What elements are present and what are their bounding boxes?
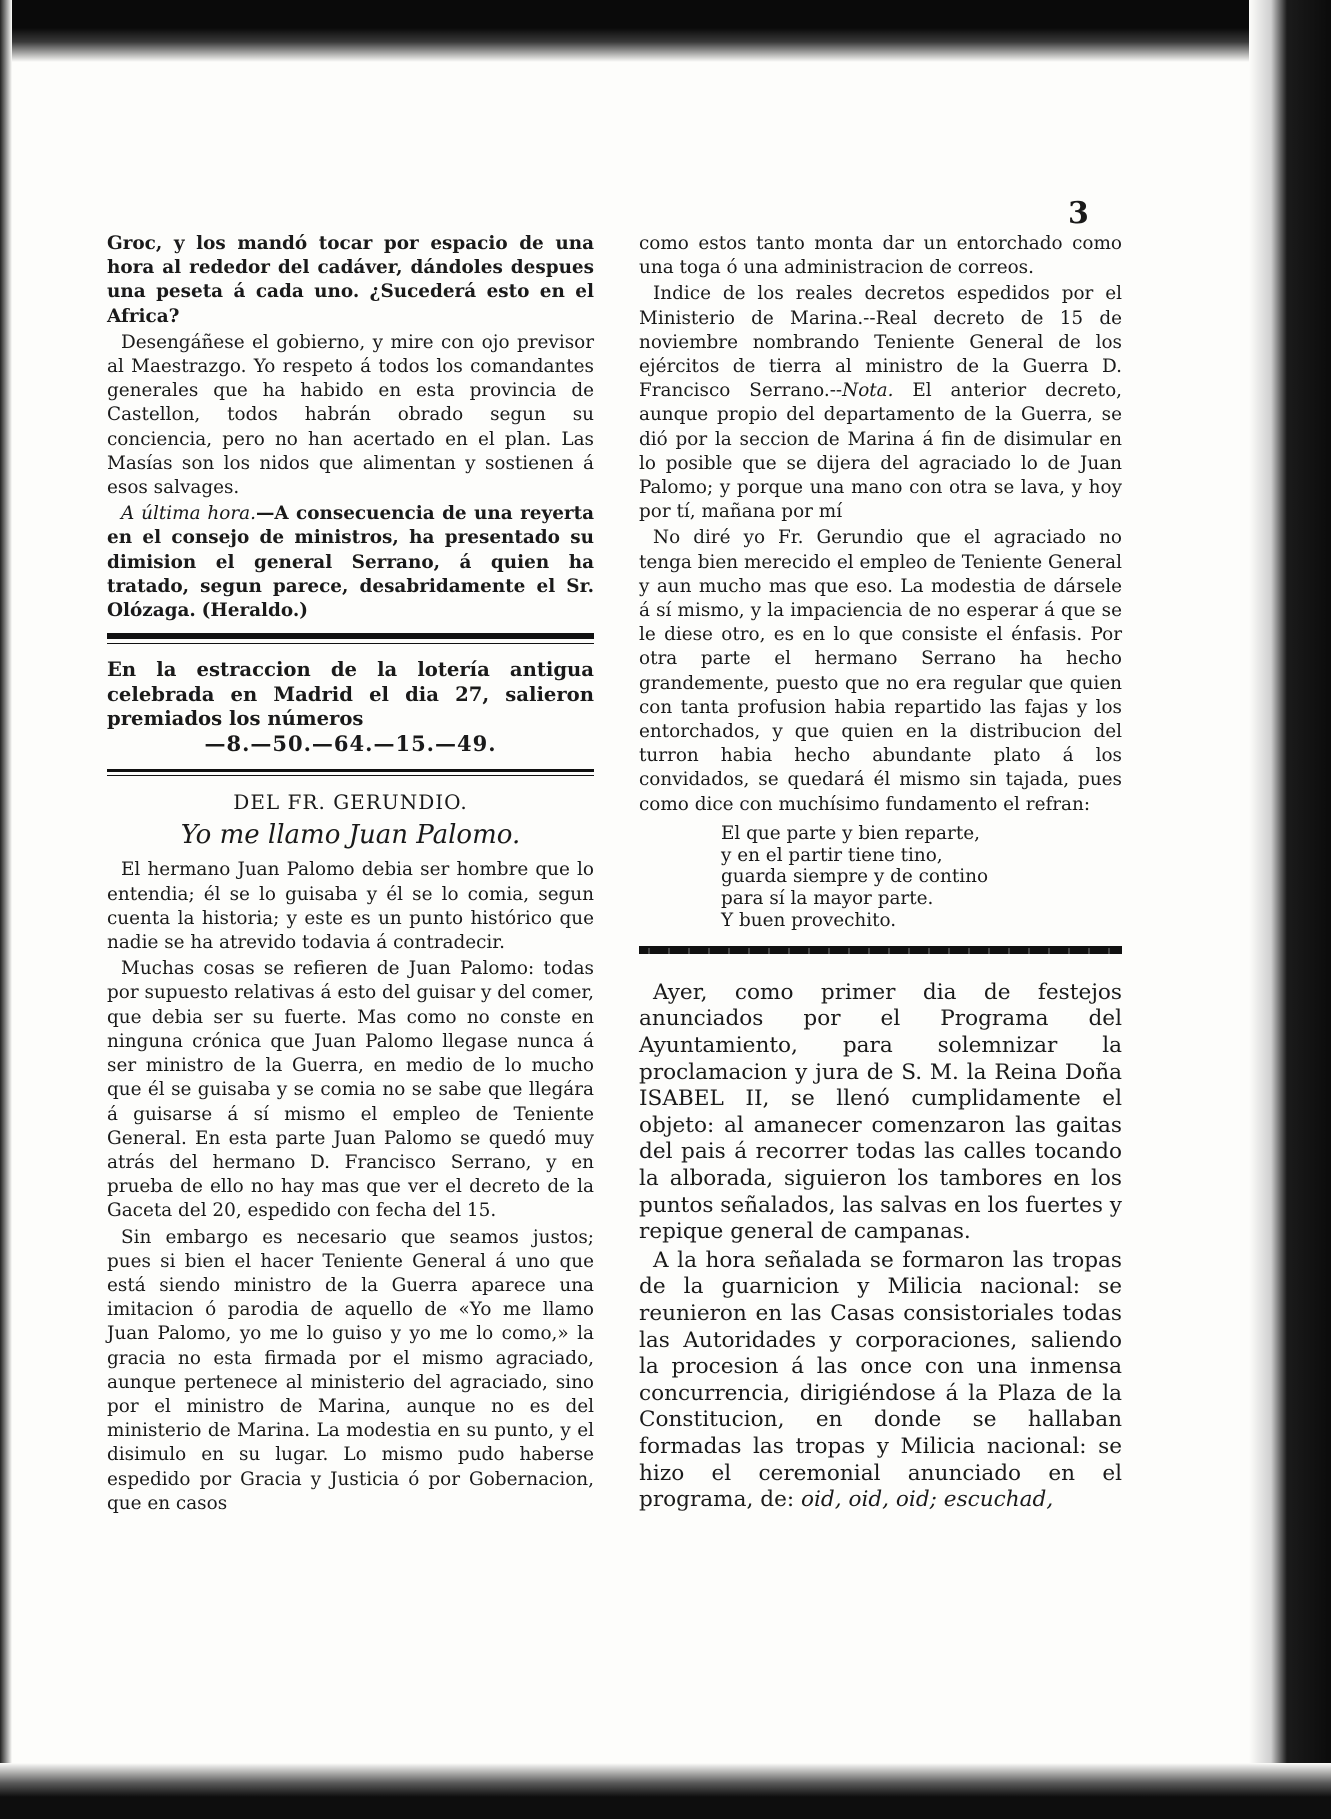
lottery-numbers: —8.—50.—64.—15.—49. [204, 731, 497, 757]
decree-index-lead: Indice de los reales decretos espedidos por el Ministerio de Marina.--Real decreto de 15 de noviembre nombrando Teniente General de los ejércitos de tierra al ministro de la Guerra D. Francisco Serrano.-- [639, 283, 1122, 402]
verse-line: El que parte y bien reparte, [721, 822, 980, 844]
page-edge-top [0, 0, 1331, 62]
divider-rule [107, 769, 594, 772]
procession-paragraph [639, 1248, 1122, 1514]
lottery-text: En la estraccion de la lotería antigua celebrada en Madrid el dia 27, salieron premiados los números [107, 658, 594, 731]
procession-tail: oid, oid, oid; escuchad, [801, 1487, 1054, 1513]
verse-block [721, 823, 1122, 932]
decree-note-label: Nota. [842, 380, 894, 402]
late-news-body: —A consecuencia de una reyerta en el consejo de ministros, ha presentado su dimision el general Serrano, á quien ha tratado, segun parece, desabridamente el Sr. Olózaga. [107, 503, 594, 622]
section-heading: DEL FR. GERUNDIO. [233, 790, 468, 815]
verse-line: y en el partir tiene tino, [721, 844, 943, 866]
decree-index-paragraph [639, 282, 1122, 524]
section-title: Yo me llamo Juan Palomo. [180, 820, 521, 851]
page-edge-right [1249, 0, 1331, 1819]
page-edge-left [0, 0, 12, 1819]
late-news-lead: A última hora. [121, 503, 256, 525]
paragraph: Muchas cosas se refieren de Juan Palomo: todas por supuesto relativas á esto del guisar y del comer, que debia ser su fuerte. Mas como no conste en ninguna crónica que Juan Palomo llegase nunca á ser ministro de la Guerra, en medio de lo mucho que él se guisaba y se comia no se sabe que llegára á guisarse á sí mismo el empleo de Teniente General. En esta parte Juan Palomo se quedó muy atrás del hermano D. Francisco Serrano, y en prueba de ello no hay mas que ver el decreto de la Gaceta del 20, espedido con fecha del 15. [107, 958, 594, 1222]
verse-line: para sí la mayor parte. [721, 888, 934, 910]
late-news-source: (Heraldo.) [201, 600, 308, 622]
decree-note-body: El anterior decreto, aunque propio del departamento de la Guerra, se dió por la seccion de Marina á fin de disimular en lo posible que se dijera del agraciado lo de Juan Palomo; y porque una mano con otra se lava, y hoy por tí, mañana por mí [639, 380, 1122, 523]
festivities-paragraph: Ayer, como primer dia de festejos anunciados por el Programa del Ayuntamiento, para solemnizar la proclamacion y jura de S. M. la Reina Doña ISABEL II, se llenó cumplidamente el objeto: al amanecer comenzaron las gaitas del pais á recorrer todas las calles tocando la alborada, siguieron los tambores en los puntos señalados, las salvas en los fuertes y repique general de campanas. [639, 979, 1122, 1245]
paragraph: como estos tanto monta dar un entorchado como una toga ó una administracion de correos. [639, 233, 1122, 279]
right-column [639, 232, 1122, 1516]
paragraph: No diré yo Fr. Gerundio que el agraciado no tenga bien merecido el empleo de Teniente General y aun mucho mas que eso. La modestia de dársele á sí mismo, y la impaciencia de no esperar á que se le diese otro, es en lo que consiste el énfasis. Por otra parte el hermano Serrano ha hecho grandemente, puesto que no era regular que quien con tanta profusion habia repartido las fajas y los entorchados, y que quien en la distribucion del turron habia hecho abundante plato á los convidados, se quedará él mismo sin tajada, pues como dice con muchísimo fundamento el refran: [639, 527, 1122, 815]
paragraph: El hermano Juan Palomo debia ser hombre que lo entendia; él se lo guisaba y él se lo comia, segun cuenta la historia; y este es un punto histórico que nadie se ha atrevido todavia á contradecir. [107, 859, 594, 954]
page-edge-bottom [0, 1763, 1331, 1819]
divider-rule [107, 633, 594, 639]
divider-rule [107, 775, 594, 776]
verse-line: Y buen provechito. [721, 910, 897, 932]
paragraph [107, 232, 594, 329]
paragraph: Sin embargo es necesario que seamos justos; pues si bien el hacer Teniente General á uno que está siendo ministro de la Guerra aparece una imitacion ó parodia de aquello de «Yo me llamo Juan Palomo, yo me lo guiso y yo me lo como,» la gracia no esta firmada por el mismo agraciado, aunque pertenece al ministerio del agraciado, sino por el ministro de Marina, aunque no es del ministerio de Marina. La modestia en su punto, y el disimulo en su lugar. Lo mismo pudo haberse espedido por Gracia y Justicia ó por Gobernacion, que en casos [107, 1226, 594, 1514]
paragraph-text: Groc, y los mandó tocar por espacio de una hora al rededor del cadáver, dándoles despues una peseta á cada uno. ¿Sucederá esto en el Africa? [107, 233, 594, 327]
late-news-paragraph [107, 502, 594, 623]
procession-body: A la hora señalada se formaron las tropas de la guarnicion y Milicia nacional: se reunieron en las Casas consistoriales todas las Autoridades y corporaciones, saliendo la procesion á las once con una inmensa concurrencia, dirigiéndose á la Plaza de la Constitucion, en donde se hallaban formadas las tropas y Milicia nacional: se hizo el ceremonial anunciado en el programa, de: [639, 1247, 1122, 1513]
left-column [107, 232, 594, 1518]
verse-line: guarda siempre y de contino [721, 866, 989, 888]
paragraph: Desengáñese el gobierno, y mire con ojo previsor al Maestrazgo. Yo respeto á todos los comandantes generales que ha habido en esta provincia de Castellon, todos habrán obrado segun su conciencia, pero no han acertado en el plan. Las Masías son los nidos que alimentan y sostienen á esos salvages. [107, 331, 594, 499]
divider-rule [107, 643, 594, 644]
page-number: 3 [1068, 196, 1089, 231]
decorative-divider [639, 946, 1122, 954]
